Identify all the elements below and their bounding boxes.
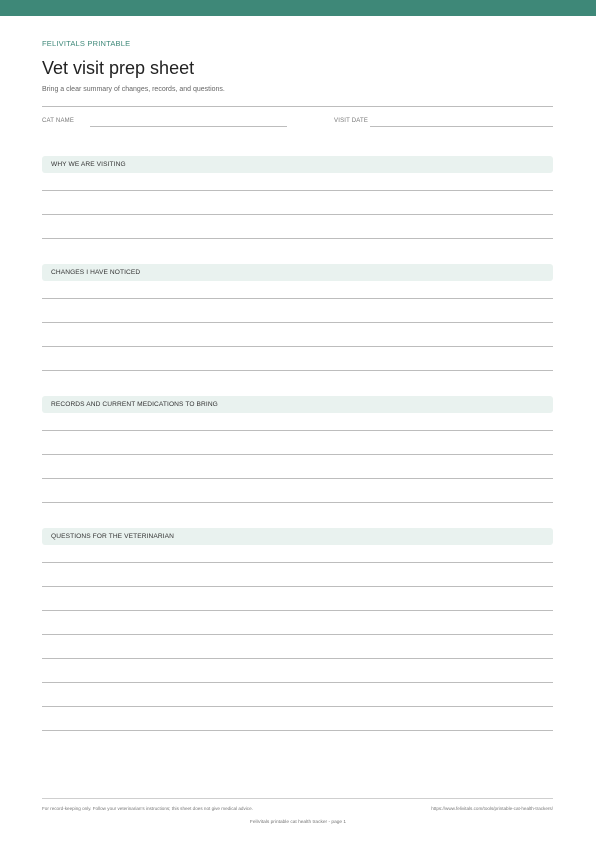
write-line[interactable]	[42, 658, 553, 659]
header-divider	[42, 106, 553, 107]
write-line[interactable]	[42, 634, 553, 635]
cat-name-label: CAT NAME	[42, 118, 75, 124]
write-line[interactable]	[42, 430, 553, 431]
write-line[interactable]	[42, 346, 553, 347]
top-accent-bar	[0, 0, 596, 16]
section-header-changes-noticed	[42, 264, 553, 281]
write-line[interactable]	[42, 610, 553, 611]
write-line[interactable]	[42, 706, 553, 707]
write-line[interactable]	[42, 214, 553, 215]
write-line[interactable]	[42, 322, 553, 323]
section-header-records-medications	[42, 396, 553, 413]
footer-divider	[42, 798, 553, 799]
write-line[interactable]	[42, 682, 553, 683]
page-subtitle: Bring a clear summary of changes, records, and questions.	[42, 86, 225, 93]
write-line[interactable]	[42, 238, 553, 239]
write-line[interactable]	[42, 478, 553, 479]
section-title: WHY WE ARE VISITING	[51, 161, 126, 168]
write-line[interactable]	[42, 730, 553, 731]
section-title: CHANGES I HAVE NOTICED	[51, 269, 141, 276]
section-header-why-visiting	[42, 156, 553, 173]
visit-date-field[interactable]	[370, 126, 553, 127]
footer-disclaimer: For record-keeping only. Follow your veterinarian's instructions; this sheet does not give medical advice.	[42, 806, 253, 811]
section-title: QUESTIONS FOR THE VETERINARIAN	[51, 533, 175, 540]
cat-name-field[interactable]	[90, 126, 287, 127]
section-header-questions-vet	[42, 528, 553, 545]
write-line[interactable]	[42, 190, 553, 191]
brand-kicker: FELIVITALS PRINTABLE	[42, 39, 131, 48]
page-title: Vet visit prep sheet	[42, 58, 195, 78]
write-line[interactable]	[42, 370, 553, 371]
write-line[interactable]	[42, 502, 553, 503]
footer-url: https://www.felivitals.com/tools/printable-cat-health-trackers/	[431, 806, 553, 811]
write-line[interactable]	[42, 586, 553, 587]
write-line[interactable]	[42, 454, 553, 455]
section-title: RECORDS AND CURRENT MEDICATIONS TO BRING	[51, 401, 218, 408]
page-number-label: FeliVitals printable cat health tracker - page 1	[249, 820, 347, 825]
write-line[interactable]	[42, 562, 553, 563]
write-line[interactable]	[42, 298, 553, 299]
visit-date-label: VISIT DATE	[334, 118, 369, 124]
